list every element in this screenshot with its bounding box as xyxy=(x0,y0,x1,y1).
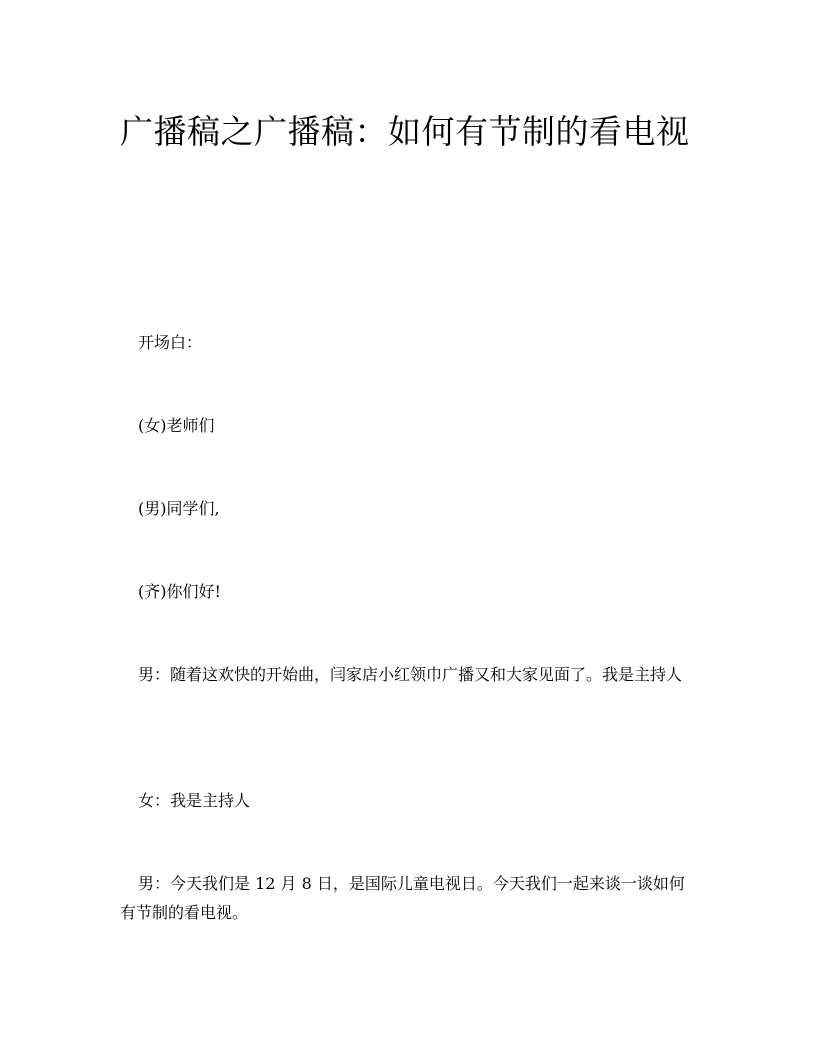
paragraph-together-greeting: (齐)你们好! xyxy=(138,582,221,601)
paragraph-opening: 开场白： xyxy=(138,333,203,352)
paragraph-female-intro: 女：我是主持人 xyxy=(138,791,251,810)
paragraph-female-greeting: (女)老师们 xyxy=(138,416,215,435)
document-title: 广播稿之广播稿：如何有节制的看电视 xyxy=(120,112,690,151)
paragraph-male-topic: 男：今天我们是 12 月 8 日，是国际儿童电视日。今天我们一起来谈一谈如何有节制的看电视。 xyxy=(120,874,685,922)
paragraph-male-greeting: (男)同学们, xyxy=(138,499,220,518)
paragraph-male-intro: 男：随着这欢快的开始曲，闫家店小红领巾广播又和大家见面了。我是主持人 xyxy=(138,665,683,684)
